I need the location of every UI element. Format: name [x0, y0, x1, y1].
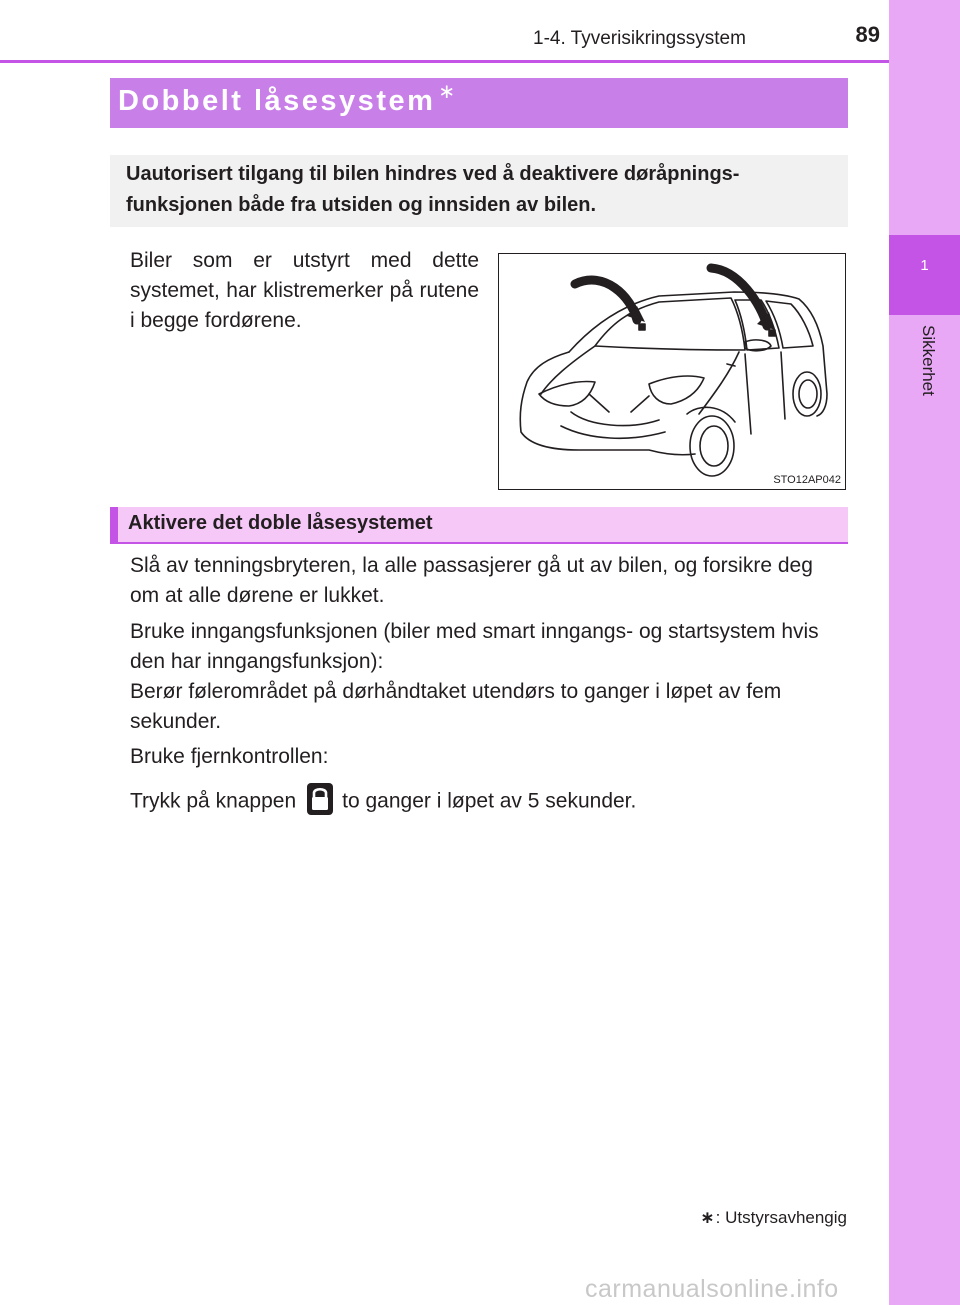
car-illustration	[498, 253, 846, 490]
step-paragraph-4	[130, 785, 845, 819]
car-drawing	[499, 254, 845, 489]
page-number: 89	[855, 22, 880, 47]
step-4-after: to ganger i løpet av 5 sekunder.	[342, 789, 637, 813]
footnote-text: : Utstyrsavhengig	[715, 1208, 847, 1227]
subsection-header	[110, 507, 848, 544]
page-title	[118, 81, 458, 118]
footnote	[700, 1208, 847, 1228]
watermark: carmanualsonline.info	[585, 1275, 839, 1303]
title-star: ∗	[438, 81, 458, 103]
intro-text: Uautorisert tilgang til bilen hindres ved å deaktivere døråpnings-funksjonen både fra utsiden og innsiden av bilen.	[126, 163, 740, 216]
side-strip	[889, 0, 960, 1305]
step-paragraph-2b: Berør følerområdet på dørhåndtaket utendørs to ganger i løpet av fem sekunder.	[130, 680, 782, 733]
subsection-accent	[110, 507, 118, 544]
step-paragraph-1: Slå av tenningsbryteren, la alle passasjerer gå ut av bilen, og forsikre deg om at alle dørene er lukket.	[130, 554, 813, 607]
subsection-title: Aktivere det doble låsesystemet	[128, 512, 433, 534]
page-title-text: Dobbelt låsesystem	[118, 85, 436, 117]
title-band	[110, 78, 848, 128]
step-paragraph-2a: Bruke inngangsfunksjonen (biler med smart inngangs- og startsystem hvis den har inngangsfunksjon):	[130, 620, 819, 673]
intro-box	[110, 155, 848, 227]
header-rule	[0, 60, 889, 63]
chapter-tab[interactable]	[889, 235, 960, 315]
figure-code: STO12AP042	[773, 474, 841, 486]
chapter-number: 1	[920, 257, 929, 274]
step-4-before: Trykk på knappen	[130, 789, 297, 813]
lock-icon	[306, 782, 334, 816]
section-title: 1-4. Tyverisikringssystem	[533, 28, 746, 49]
sticker-paragraph: Biler som er utstyrt med dette systemet, har klistremerker på rutene i begge fordørene.	[130, 249, 479, 332]
step-paragraph-3: Bruke fjernkontrollen:	[130, 745, 329, 768]
footnote-star: ∗	[700, 1208, 715, 1227]
chapter-label: Sikkerhet	[919, 325, 938, 396]
